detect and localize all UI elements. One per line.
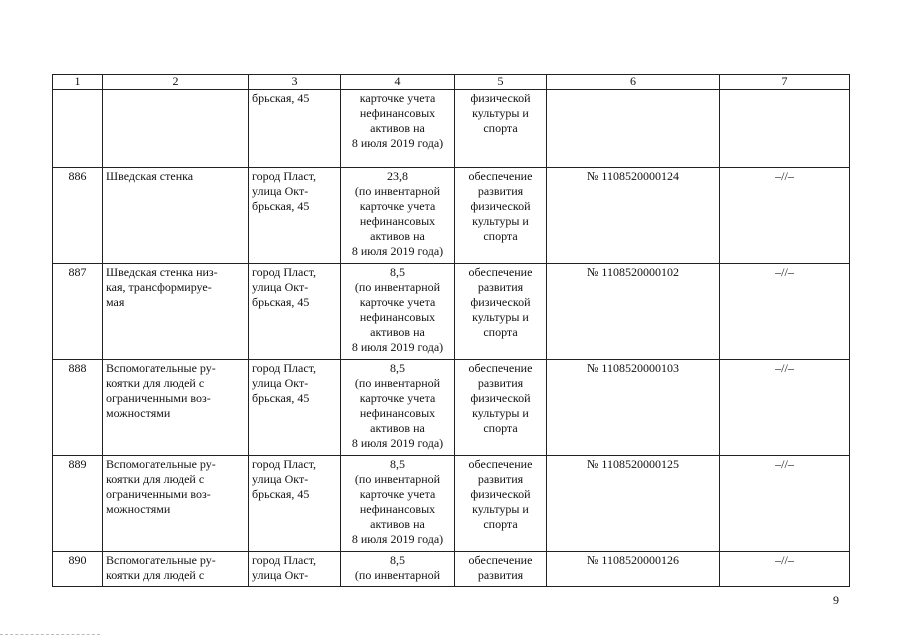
cell-area: 8,5 (по инвентарной: [341, 552, 455, 587]
cell-name: Вспомогательные ру- коятки для людей с ограниченными воз- можностями: [103, 456, 249, 552]
cell-address: город Пласт, улица Окт- брьская, 45: [249, 168, 341, 264]
cell-reg-no: № 1108520000126: [547, 552, 720, 587]
table-row: [53, 264, 850, 360]
cell-address: город Пласт, улица Окт- брьская, 45: [249, 360, 341, 456]
cell-purpose: обеспечение развития физической культуры и спорта: [455, 360, 547, 456]
cell-name: Шведская стенка низ- кая, трансформируе- мая: [103, 264, 249, 360]
col-header-3: 3: [249, 75, 341, 90]
cell-purpose: обеспечение развития: [455, 552, 547, 587]
cell-num: 890: [53, 552, 103, 587]
property-register-table: [52, 74, 850, 587]
cell-note: –//–: [720, 264, 850, 360]
cell-note: [720, 90, 850, 168]
cell-name: Шведская стенка: [103, 168, 249, 264]
col-header-5: 5: [455, 75, 547, 90]
cell-address: город Пласт, улица Окт- брьская, 45: [249, 456, 341, 552]
cell-purpose: физической культуры и спорта: [455, 90, 547, 168]
cell-note: –//–: [720, 168, 850, 264]
cell-address: брьская, 45: [249, 90, 341, 168]
cell-purpose: обеспечение развития физической культуры и спорта: [455, 456, 547, 552]
cell-purpose: обеспечение развития физической культуры и спорта: [455, 264, 547, 360]
cell-num: 888: [53, 360, 103, 456]
cell-area: 8,5 (по инвентарной карточке учета нефинансовых активов на 8 июля 2019 года): [341, 264, 455, 360]
col-header-7: 7: [720, 75, 850, 90]
page-number: 9: [833, 593, 839, 607]
cell-area: карточке учета нефинансовых активов на 8 июля 2019 года): [341, 90, 455, 168]
cell-reg-no: № 1108520000102: [547, 264, 720, 360]
cell-num: 886: [53, 168, 103, 264]
cell-area: 8,5 (по инвентарной карточке учета нефинансовых активов на 8 июля 2019 года): [341, 456, 455, 552]
cell-name: [103, 90, 249, 168]
table-row: [53, 168, 850, 264]
cell-note: –//–: [720, 360, 850, 456]
cell-note: –//–: [720, 456, 850, 552]
table-row: [53, 552, 850, 587]
col-header-4: 4: [341, 75, 455, 90]
cell-area: 8,5 (по инвентарной карточке учета нефинансовых активов на 8 июля 2019 года): [341, 360, 455, 456]
col-header-1: 1: [53, 75, 103, 90]
cell-reg-no: № 1108520000103: [547, 360, 720, 456]
cell-num: [53, 90, 103, 168]
cell-purpose: обеспечение развития физической культуры и спорта: [455, 168, 547, 264]
cell-reg-no: № 1108520000125: [547, 456, 720, 552]
col-header-6: 6: [547, 75, 720, 90]
cell-name: Вспомогательные ру- коятки для людей с: [103, 552, 249, 587]
column-number-row: [53, 75, 850, 90]
cell-num: 889: [53, 456, 103, 552]
cell-address: город Пласт, улица Окт-: [249, 552, 341, 587]
cell-address: город Пласт, улица Окт- брьская, 45: [249, 264, 341, 360]
cell-name: Вспомогательные ру- коятки для людей с ограниченными воз- можностями: [103, 360, 249, 456]
footer-divider: [0, 634, 100, 635]
table-row: [53, 456, 850, 552]
cell-note: –//–: [720, 552, 850, 587]
cell-reg-no: № 1108520000124: [547, 168, 720, 264]
col-header-2: 2: [103, 75, 249, 90]
cell-area: 23,8 (по инвентарной карточке учета нефинансовых активов на 8 июля 2019 года): [341, 168, 455, 264]
cell-num: 887: [53, 264, 103, 360]
table-row-continuation: [53, 90, 850, 168]
cell-reg-no: [547, 90, 720, 168]
table-row: [53, 360, 850, 456]
